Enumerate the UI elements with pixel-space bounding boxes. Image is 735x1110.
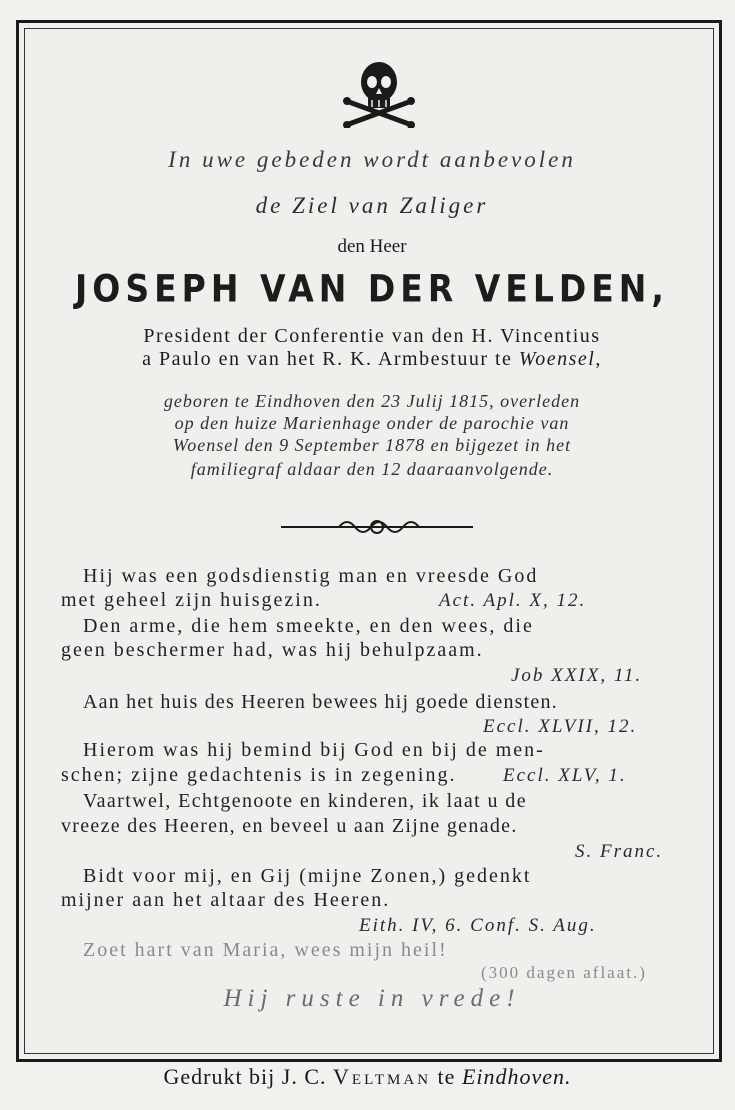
verse-3-ref: Eccl. XLVII, 12. bbox=[483, 716, 638, 737]
prayer-line: Zoet hart van Maria, wees mijn heil! bbox=[83, 939, 448, 961]
verse-6-ref: Eith. IV, 6. Conf. S. Aug. bbox=[359, 915, 597, 936]
verse-6-line-2: mijner aan het altaar des Heeren. bbox=[61, 889, 391, 911]
bio-line-4: familiegraf aldaar den 12 daaraanvolgende. bbox=[190, 459, 554, 479]
printer-name: Veltman bbox=[333, 1064, 432, 1089]
verse-5-ref: S. Franc. bbox=[575, 841, 664, 862]
bio-line-2: op den huize Marienhage onder de parochie van bbox=[174, 413, 570, 433]
printer-mid: te bbox=[431, 1064, 462, 1089]
printer-place: Eindhoven. bbox=[461, 1064, 572, 1089]
verse-2-line-2: geen beschermer had, was hij behulpzaam. bbox=[61, 639, 484, 661]
office-line-2-text: a Paulo en van het R. K. Armbestuur te bbox=[142, 348, 519, 370]
intro-line-1: In uwe gebeden wordt aanbevolen bbox=[168, 147, 576, 172]
office-line-2-place: Woensel bbox=[518, 348, 596, 370]
skull-crossbones-icon bbox=[341, 58, 417, 128]
ornament-divider bbox=[277, 507, 477, 547]
printer-credit bbox=[0, 1064, 735, 1090]
deceased-name: JOSEPH VAN DER VELDEN, bbox=[75, 266, 669, 311]
verse-1-line-2: met geheel zijn huisgezin. bbox=[61, 589, 322, 611]
intro-line-3: den Heer bbox=[337, 236, 407, 257]
office-line-2-comma: , bbox=[595, 348, 602, 370]
verse-3-line-1: Aan het huis des Heeren bewees hij goede diensten. bbox=[83, 691, 558, 713]
verse-5-line-1: Vaartwel, Echtgenoote en kinderen, ik laat u de bbox=[83, 790, 527, 812]
office-line-2 bbox=[19, 348, 725, 371]
verse-1-line-1: Hij was een godsdienstig man en vreesde God bbox=[83, 565, 539, 587]
bio-line-3: Woensel den 9 September 1878 en bijgezet in het bbox=[172, 435, 572, 455]
office-line-1: President der Conferentie van den H. Vincentius bbox=[143, 325, 601, 347]
bio-line-1: geboren te Eindhoven den 23 Julij 1815, overleden bbox=[163, 391, 581, 411]
verse-6-line-1: Bidt voor mij, en Gij (mijne Zonen,) gedenkt bbox=[83, 865, 532, 887]
verse-4-ref: Eccl. XLV, 1. bbox=[503, 765, 627, 786]
verse-1-ref: Act. Apl. X, 12. bbox=[439, 590, 587, 611]
indulgence-note: (300 dagen aflaat.) bbox=[481, 963, 647, 982]
verse-4-line-1: Hierom was hij bemind bij God en bij de men- bbox=[83, 739, 545, 761]
verse-2-line-1: Den arme, die hem smeekte, en den wees, die bbox=[83, 615, 534, 637]
memorial-card bbox=[16, 20, 722, 1062]
intro-line-2: de Ziel van Zaliger bbox=[255, 193, 489, 218]
verse-2-ref: Job XXIX, 11. bbox=[511, 665, 643, 686]
printer-prefix: Gedrukt bij J. C. bbox=[163, 1064, 334, 1089]
verse-4-line-2: schen; zijne gedachtenis is in zegening. bbox=[61, 764, 457, 786]
verse-5-line-2: vreeze des Heeren, en beveel u aan Zijne genade. bbox=[61, 815, 518, 837]
closing-rip: Hij ruste in vrede! bbox=[223, 985, 521, 1012]
